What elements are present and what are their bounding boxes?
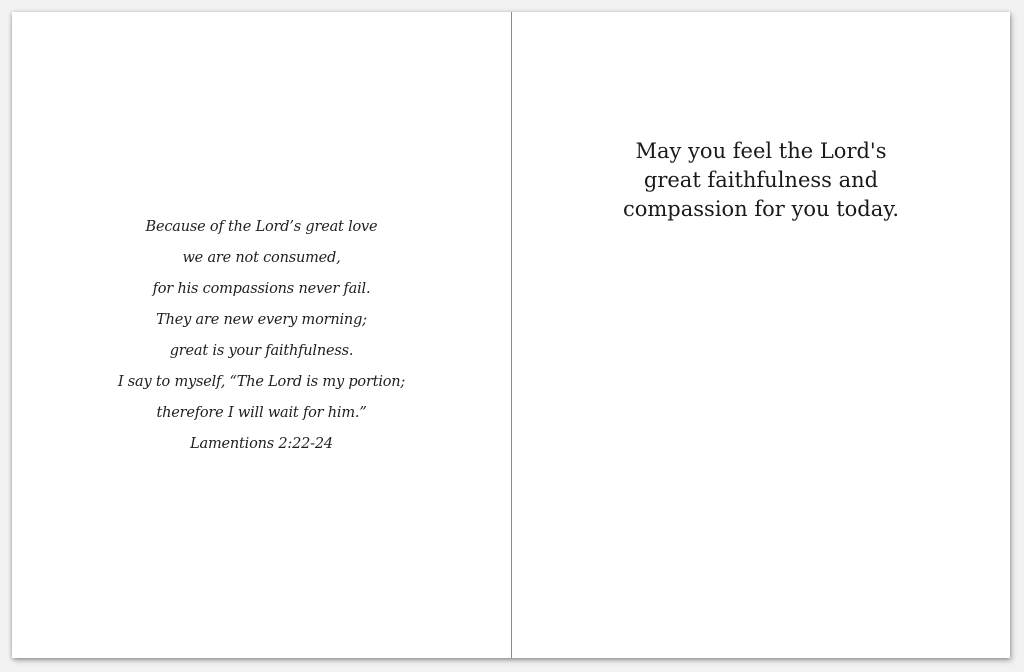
verse-line: therefore I will wait for him.” [156, 405, 367, 421]
verse-reference: Lamentions 2:22-24 [190, 436, 333, 452]
scripture-verse [12, 212, 511, 460]
verse-line: for his compassions never fail. [152, 281, 371, 297]
verse-line: I say to myself, “The Lord is my portion; [117, 374, 406, 390]
verse-line: we are not consumed, [182, 250, 341, 266]
right-page [512, 12, 1010, 658]
left-page [12, 12, 511, 658]
message-line: May you feel the Lord's [635, 139, 887, 163]
verse-line: great is your faithfulness. [169, 343, 354, 359]
message-line: great faithfulness and [643, 168, 879, 192]
verse-line: They are new every morning; [156, 312, 367, 328]
message-line: compassion for you today. [622, 197, 900, 221]
greeting-card-spread [12, 12, 1010, 658]
verse-line: Because of the Lord’s great love [145, 219, 378, 235]
greeting-message [512, 137, 1010, 224]
